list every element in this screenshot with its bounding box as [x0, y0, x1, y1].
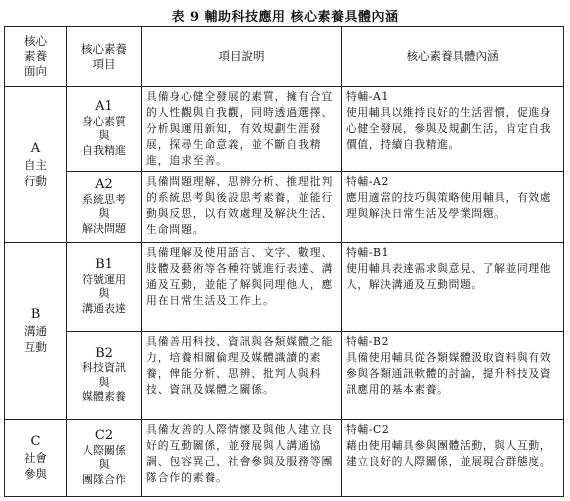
item-line: 符號運用: [82, 272, 126, 286]
description-cell: 具備友善的人際情懷及與他人建立良好的互動關係，並發展與人溝通協調、包容異己、社會參與及服務等團隊合作的素養。: [142, 420, 342, 497]
content-cell: [342, 243, 564, 332]
content-title: 特輔-A1: [346, 90, 389, 104]
content-title: 特輔-A2: [346, 174, 389, 188]
header-item: [67, 27, 142, 87]
dimension-line: 溝通: [24, 324, 47, 339]
content-title: 特輔-C2: [346, 423, 390, 437]
item-line: 與: [98, 458, 110, 472]
item-line: 人際關係: [82, 443, 126, 457]
description-cell: 具備問題理解、思辨分析、推理批判的系統思考與後設思考素養，並能行動與反思，以有效處理及解決生活、生命問題。: [142, 171, 342, 242]
item-code: A1: [95, 99, 113, 115]
description-cell: 具備理解及使用語言、文字、數理、肢體及藝術等各種符號進行表達、溝通及互動，並能了解與同理他人，應用在日常生活及工作上。: [142, 243, 342, 332]
description-cell: 具備身心健全發展的素質，擁有合宜的人性觀與自我觀，同時透過選擇、分析與運用新知，有效規劃生涯發展，探尋生命意義，並不斷自我精進，追求至善。: [142, 87, 342, 172]
dimension-line: 參與: [24, 467, 47, 482]
content-text: 具備使用輔具從各類媒體汲取資料與有效參與各類通訊軟體的討論，提升科技及資訊應用的基本素養。: [346, 350, 552, 396]
dimension-line: 互動: [24, 340, 47, 355]
header-dimension-line: 素養: [24, 49, 47, 64]
content-cell: [342, 420, 564, 497]
item-line: 溝通表達: [82, 301, 126, 315]
item-line: 與: [98, 287, 110, 301]
dimension-cell: [5, 420, 67, 497]
item-cell: [67, 331, 142, 420]
item-line: 媒體素養: [82, 390, 126, 404]
dimension-cell: [5, 243, 67, 420]
item-line: 與: [98, 129, 110, 143]
content-title: 特輔-B1: [346, 246, 390, 260]
item-line: 身心素質: [82, 114, 126, 128]
item-code: C2: [94, 428, 114, 444]
header-dimension-line: 核心: [24, 34, 47, 49]
header-description: 項目說明: [142, 27, 342, 87]
description-cell: 具備善用科技、資訊與各類媒體之能力，培養相關倫理及媒體識讀的素養，俾能分析、思辨、批判人與科技、資訊及媒體之關係。: [142, 331, 342, 420]
item-line: 與: [98, 207, 110, 221]
table-row: [5, 171, 564, 242]
table-row: [5, 243, 564, 332]
item-line: 與: [98, 375, 110, 389]
content-title: 特輔-B2: [346, 334, 390, 348]
content-cell: [342, 331, 564, 420]
item-line: 解決問題: [82, 221, 126, 235]
content-text: 使用輔具表達需求與意見、了解並同理他人，解決溝通及互動問題。: [346, 262, 552, 292]
header-item-line: 項目: [92, 56, 116, 71]
header-dimension-line: 面向: [24, 64, 47, 79]
header-content: 核心素養具體內涵: [342, 27, 564, 87]
dimension-cell: [5, 87, 67, 243]
item-line: 系統思考: [82, 192, 126, 206]
item-cell: [67, 420, 142, 497]
header-row: [5, 27, 564, 87]
item-line: 科技資訊: [82, 361, 126, 375]
core-competency-table: [4, 26, 564, 497]
item-line: 團隊合作: [82, 472, 126, 486]
dimension-letter: B: [30, 307, 41, 323]
item-code: B1: [95, 257, 113, 273]
item-cell: [67, 171, 142, 242]
item-cell: [67, 243, 142, 332]
dimension-line: 自主: [24, 157, 47, 172]
dimension-letter: C: [30, 434, 41, 450]
item-code: B2: [95, 345, 113, 361]
item-code: A2: [95, 177, 113, 193]
content-cell: [342, 87, 564, 172]
content-cell: [342, 171, 564, 242]
header-item-line: 核心素養: [81, 41, 127, 56]
table-row: [5, 87, 564, 172]
table-row: [5, 420, 564, 497]
content-text: 使用輔具以維持良好的生活習慣，促進身心健全發展，參與及規劃生活，肯定自我價值，持續自我精進。: [346, 106, 552, 152]
item-cell: [67, 87, 142, 172]
content-text: 應用適當的技巧與策略使用輔具，有效處理與解決日常生活及學業問題。: [346, 190, 552, 220]
item-line: 自我精進: [82, 143, 126, 157]
table-row: [5, 331, 564, 420]
dimension-letter: A: [30, 140, 41, 156]
dimension-line: 社會: [24, 451, 47, 466]
content-text: 藉由使用輔具參與團體活動，與人互動，建立良好的人際關係，並展現合群態度。: [346, 439, 552, 469]
table-caption: 表 9 輔助科技應用 核心素養具體內涵: [171, 10, 399, 25]
dimension-line: 行動: [24, 173, 47, 188]
header-dimension: [5, 27, 67, 87]
